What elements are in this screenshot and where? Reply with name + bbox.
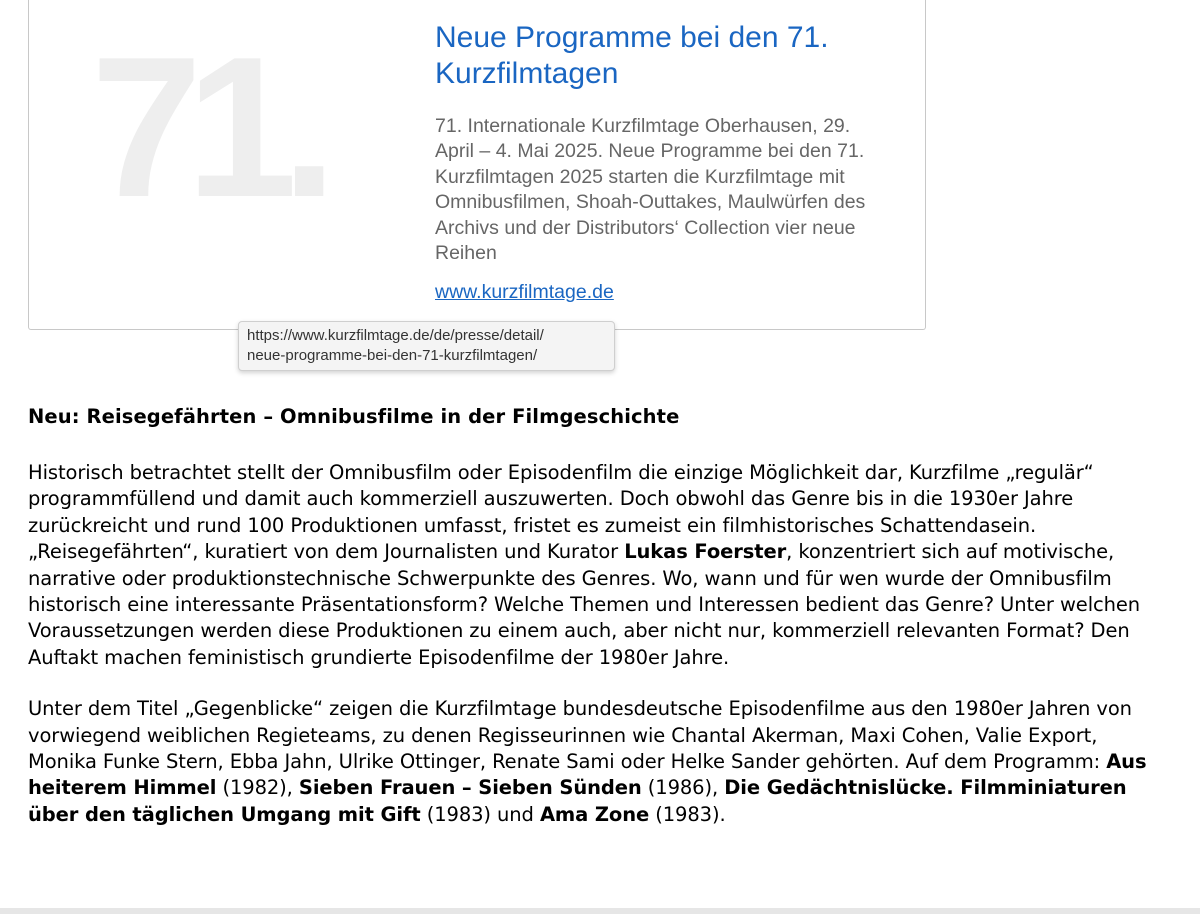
paragraph-omnibus xyxy=(28,460,1168,671)
film-title: Die Gedächtnislücke. Filmminiaturen über den täglichen Umgang mit Gift xyxy=(28,776,1127,826)
curator-name: Lukas Foerster xyxy=(624,540,787,564)
film-year: (1983). xyxy=(649,802,726,826)
paragraph-text: Historisch betrachtet stellt der Omnibusfilm oder Episodenfilm die einzige Möglichkeit dar, Kurzfilme „regulär“ programmfüllend und damit auch kommerziell auszuwerten. Doch obwohl das Genre bis in die 1930er Jahre zurückreicht und rund 100 Produktionen umfasst, fristet es zumeist ein filmhistorisches Schattendasein. „Reisegefährten“, kuratiert von dem Journalisten und Kurator xyxy=(28,461,1094,564)
film-year: (1983) und xyxy=(420,802,540,826)
card-graphic-71: 71. xyxy=(91,16,322,239)
url-tooltip xyxy=(238,321,615,371)
film-title: Aus heiterem Himmel xyxy=(28,750,1147,800)
paragraph-text: Unter dem Titel „Gegenblicke“ zeigen die Kurzfilmtage bundesdeutsche Episodenfilme aus den 1980er Jahren von vorwiegend weiblichen Regieteams, zu denen Regisseurinnen wie Chantal Akerman, Maxi Cohen, Valie Export, Monika Funke Stern, Ebba Jahn, Ulrike Ottinger, Renate Sami oder Helke Sander gehörten. Auf dem Programm: xyxy=(28,697,1132,774)
film-title: Sieben Frauen – Sieben Sünden xyxy=(298,776,642,800)
paragraph-gegenblicke xyxy=(28,696,1168,828)
bottom-divider xyxy=(0,908,1200,914)
film-year: (1986), xyxy=(641,776,725,800)
card-title-link[interactable]: Neue Programme bei den 71. Kurzfilmtagen xyxy=(435,21,829,90)
section-heading: Neu: Reisegefährten – Omnibusfilme in der Filmgeschichte xyxy=(28,405,680,428)
film-year: (1982), xyxy=(216,776,299,800)
paragraph-text: , konzentriert sich auf motivische, narrative oder produktionstechnische Schwerpunkte des Genres. Wo, wann und für wen wurde der Omnibusfilm historisch eine interessante Präsentationsform? Welche Themen und Interessen bedient das Genre? Unter welchen Voraussetzungen werden diese Produktionen zu einem auch, aber nicht nur, kommerziell relevanten Format? Den Auftakt machen feministisch grundierte Episodenfilme der 1980er Jahre. xyxy=(28,540,1141,669)
card-url-link[interactable]: www.kurzfilmtage.de xyxy=(435,281,614,303)
link-preview-card[interactable] xyxy=(28,0,926,330)
card-description: 71. Internationale Kurzfilmtage Oberhausen, 29. April – 4. Mai 2025. Neue Programme bei den 71. Kurzfilmtagen 2025 starten die Kurzfilmtage mit Omnibusfilmen, Shoah-Outtakes, Maulwürfen des Archivs und der Distributors‘ Collection vier neue Reihen xyxy=(435,115,866,265)
film-title: Ama Zone xyxy=(539,802,650,826)
tooltip-line-2: neue-programme-bei-den-71-kurzfilmtagen/ xyxy=(247,347,538,364)
tooltip-line-1: https://www.kurzfilmtage.de/de/presse/detail/ xyxy=(247,327,544,344)
article-body xyxy=(28,404,1168,853)
